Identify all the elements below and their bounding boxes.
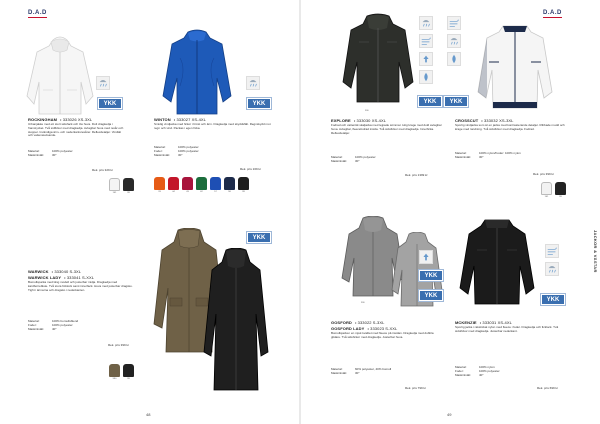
winton-color-swatches [154, 177, 249, 193]
explore-specs: Material: 100% polyester Maskintvätt: 30° [331, 155, 376, 163]
ykk-badge: YKK [419, 290, 443, 301]
breathable-icon [419, 250, 433, 264]
color-swatch[interactable]: 990 [109, 364, 120, 380]
gosford-lady-title: GOSFORD LADY • 333023 S-XXL [331, 326, 398, 331]
explore-jacket-photo [341, 12, 415, 108]
breathable-icon [419, 52, 433, 66]
color-swatch[interactable]: 99 [123, 178, 134, 194]
mckenzie-specs: Material: 100% nylon Foder: 100% polyester Maskintvätt: 40° [455, 365, 500, 377]
winton-title: WINTON • 333027 XS-4XL [154, 117, 207, 122]
crosscut-description: Sportig vindjacka som är en jacka med kontrasterande detaljer. Ribbade mudd och krage med randning. Två sidofickor med dragkedja. Fodrad. [455, 124, 565, 131]
crosscut-specs: Material: 100% nylon/Foder: 100% nylon Maskintvätt: 30° [455, 151, 521, 159]
gosford-color-id: 990 [361, 302, 365, 304]
rockingham-price: Rek. pris 329 kr [92, 168, 114, 172]
gosford-title: GOSFORD • 333022 S-3XL [331, 320, 385, 325]
mckenzie-description: Sportig jacka i rakstickat nylon med fleece i foder. Dragkedja och ficklock. Två sidofickor med dragkedja. Justerbar nederkant. [455, 326, 559, 333]
gosford-specs: Material: 60% polyester, 40% bomull Maskintvätt: 30° [331, 367, 392, 375]
page-number: 48 [146, 412, 151, 417]
ykk-badge: YKK [247, 98, 271, 109]
rain-icon [447, 34, 461, 48]
warwick-title: WARWICK • 333040 S-3XL [28, 269, 82, 274]
warwick-specs: Material: 100% bomullsblend Foder: 100% polyester Maskintvätt: 40° [28, 319, 79, 331]
ykk-badge: YKK [419, 270, 443, 281]
color-swatch[interactable]: 43 [182, 177, 193, 193]
brand-logo: D.A.D [543, 10, 562, 16]
rockingham-specs: Material: 100% polyester Maskintvätt: 30° [28, 149, 73, 157]
ykk-badge: YKK [98, 98, 122, 109]
explore-color-id: 990 [365, 110, 369, 112]
rockingham-title: ROCKINGHAM • 333026 XS-3XL [28, 117, 93, 122]
page-number: 49 [447, 412, 452, 417]
ykk-badge: YKK [444, 96, 468, 107]
warwick-lady-parka-photo [200, 248, 272, 396]
warwick-lady-title: WARWICK LADY • 333041 S-XXL [28, 275, 95, 280]
rockingham-jacket-photo [23, 34, 97, 118]
mckenzie-price: Rek. pris 699 kr [537, 386, 559, 390]
color-swatch[interactable]: 44 [168, 177, 179, 193]
explore-title: EXPLORE • 333030 XS-4XL [331, 118, 387, 123]
crosscut-title: CROSSCUT • 333032 XS-3XL [455, 118, 514, 123]
winton-description: Smidig vindjacka med fickor i bröst och ärm. Dragkedja med skyddsfält. Regnskydd mot regn och vind. Packas i egen ficka. [154, 123, 271, 130]
section-tab: JACKOR & VÄSTAR [593, 230, 598, 273]
gosford-price: Rek. pris 799 kr [405, 386, 427, 390]
ykk-badge: YKK [418, 96, 442, 107]
color-swatch[interactable]: 33 [154, 177, 165, 193]
color-swatch[interactable]: 99 [123, 364, 134, 380]
color-swatch[interactable]: 101 [541, 182, 552, 198]
waterproof-icon [419, 70, 433, 84]
color-swatch[interactable]: 58 [224, 177, 235, 193]
winton-jacket-photo [160, 28, 234, 118]
waterproof-icon [447, 52, 461, 66]
rain-icon [545, 262, 559, 276]
mckenzie-jacket-photo [457, 216, 537, 310]
color-swatch[interactable]: 99 [238, 177, 249, 193]
warwick-color-swatches [109, 364, 134, 380]
explore-description: Fodrad och vattentät skaljacka med tejpade sömmar. Hög krage med dold avtagbar huva. Avtagbar, fleecefodrad insida. Två sidofickor med dragkedja. Innerficka. Reflexdetaljer. [331, 124, 442, 135]
color-swatch[interactable]: 99 [555, 182, 566, 198]
color-swatch[interactable]: 62 [196, 177, 207, 193]
ykk-badge: YKK [541, 294, 565, 305]
crosscut-color-swatches [541, 182, 566, 198]
wind-icon [246, 76, 260, 90]
rockingham-description: Urbanjakke med ett stort sidofack och lös huva. Dolt dragkedja i framstycket. Två sidfickor med dragkedja. Avtagbar huva med resår och stopper. Invändiga ärm- och nederkantsresårer. Reflexdetaljer. Vindtät och vattenavvisande. [28, 123, 124, 138]
crosscut-price: Rek. pris 399 kr [533, 172, 555, 176]
wind-icon [419, 34, 433, 48]
warwick-price: Rek. pris 399 kr [108, 343, 130, 347]
color-swatch[interactable]: 57 [210, 177, 221, 193]
explore-price: Rek. pris 1399 kr [405, 173, 428, 177]
catalog-page-right [301, 0, 600, 424]
rockingham-color-swatches [109, 178, 134, 194]
rain-icon [96, 76, 110, 90]
catalog-page-left [0, 0, 299, 424]
winton-specs: Material: 100% polyester Foder: 100% polyester Maskintvätt: 30° [154, 145, 199, 157]
rain-icon [419, 16, 433, 30]
wind-icon [447, 16, 461, 30]
gosford-description: Bomullsjacka i en mjuk kvalitet med fleece på insidan. Dragkedja med dubbla glidare. Två sidofickor med dragkedja. Justerbar huva. [331, 332, 434, 339]
winton-price: Rek. pris 169 kr [240, 167, 262, 171]
brand-logo: D.A.D [28, 10, 47, 16]
color-swatch[interactable]: 101 [109, 178, 120, 194]
ykk-badge: YKK [247, 232, 271, 243]
wind-icon [545, 244, 559, 258]
warwick-description: Bomullsparka med lång modell och justerbar midja. Dragkedja med kardborrefäste. Två stora ficklock samt innerfack. Huva med justerbar dragsko. Tight i ärmarna och dragsko i nederkanten. [28, 281, 133, 292]
crosscut-jacket-photo [475, 22, 555, 114]
mckenzie-title: MCKENZIE • 333031 XS-4XL [455, 320, 512, 325]
